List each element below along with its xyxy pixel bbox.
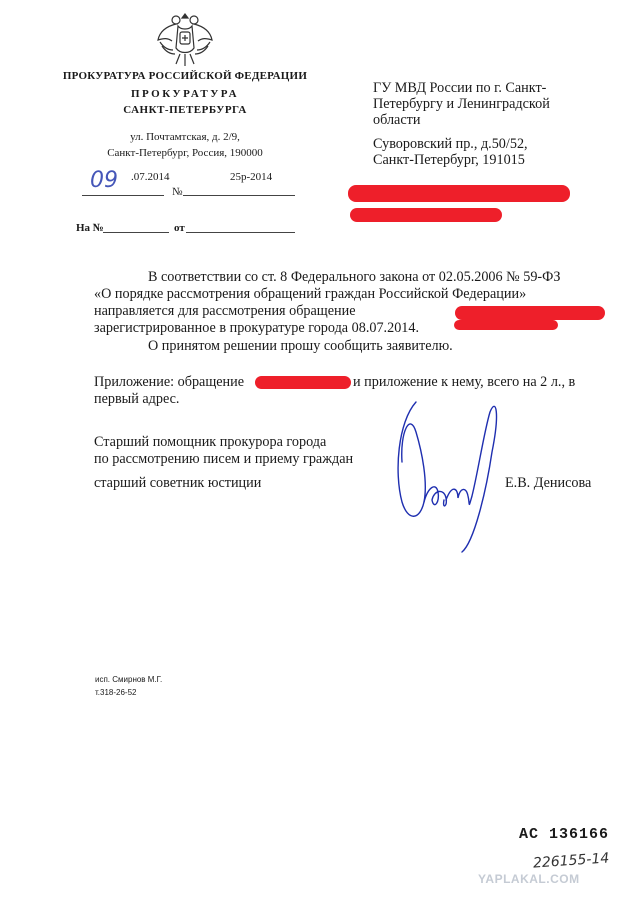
body-paragraph1-line3: направляется для рассмотрения обращение	[94, 303, 356, 319]
reference-label: На №	[76, 222, 104, 234]
recipient-line2: Петербургу и Ленинградской	[373, 96, 550, 112]
attachment-line2: первый адрес.	[94, 391, 180, 407]
redaction-mark	[350, 208, 502, 222]
from-label: от	[174, 222, 185, 234]
redaction-mark	[348, 185, 570, 202]
sender-address-line2: Санкт-Петербург, Россия, 190000	[107, 147, 263, 159]
body-paragraph1-line1: В соответствии со ст. 8 Федерального закона от 02.05.2006 № 59-ФЗ	[148, 269, 561, 285]
date-printed: .07.2014	[131, 171, 170, 183]
signatory-name: Е.В. Денисова	[505, 475, 592, 491]
recipient-address1: Суворовский пр., д.50/52,	[373, 136, 528, 152]
handwritten-day: 09	[90, 168, 118, 193]
reference-underline	[103, 232, 169, 233]
signatory-title-line1: Старший помощник прокурора города	[94, 434, 327, 450]
organization-name: ПРОКУРАТУРА РОССИЙСКОЙ ФЕДЕРАЦИИ	[62, 70, 308, 82]
organization-city: САНКТ-ПЕТЕРБУРГА	[123, 104, 247, 116]
redaction-mark	[454, 320, 558, 330]
coat-of-arms-emblem	[154, 8, 216, 70]
body-paragraph2: О принятом решении прошу сообщить заявителю.	[148, 338, 453, 354]
date-underline	[82, 195, 164, 196]
watermark: YAPLAKAL.COM	[478, 872, 580, 886]
form-serial-number: АС 136166	[519, 826, 610, 843]
redaction-mark	[455, 306, 605, 320]
body-paragraph1-line2: «О порядке рассмотрения обращений граждан Российской Федерации»	[94, 286, 527, 302]
signatory-rank: старший советник юстиции	[94, 475, 262, 491]
executor-name: исп. Смирнов М.Г.	[95, 675, 163, 684]
body-paragraph1-line4: зарегистрированное в прокуратуре города 08.07.2014.	[94, 320, 420, 336]
attachment-suffix: и приложение к нему, всего на 2 л., в	[353, 374, 576, 390]
number-underline	[183, 195, 295, 196]
organization-title: ПРОКУРАТУРА	[130, 88, 240, 100]
sender-address-line1: ул. Почтамтская, д. 2/9,	[130, 131, 240, 143]
number-sign: №	[172, 186, 183, 198]
recipient-line3: области	[373, 112, 421, 128]
attachment-prefix: Приложение: обращение	[94, 374, 245, 390]
recipient-line1: ГУ МВД России по г. Санкт-	[373, 80, 547, 96]
from-underline	[186, 232, 295, 233]
handwritten-signature	[388, 392, 518, 562]
redaction-mark	[255, 376, 351, 389]
recipient-address2: Санкт-Петербург, 191015	[373, 152, 525, 168]
executor-phone: т.318-26-52	[95, 688, 137, 697]
handwritten-number: 226155-14	[532, 850, 610, 872]
signatory-title-line2: по рассмотрению писем и приему граждан	[94, 451, 354, 467]
outgoing-number: 25р-2014	[230, 171, 273, 183]
